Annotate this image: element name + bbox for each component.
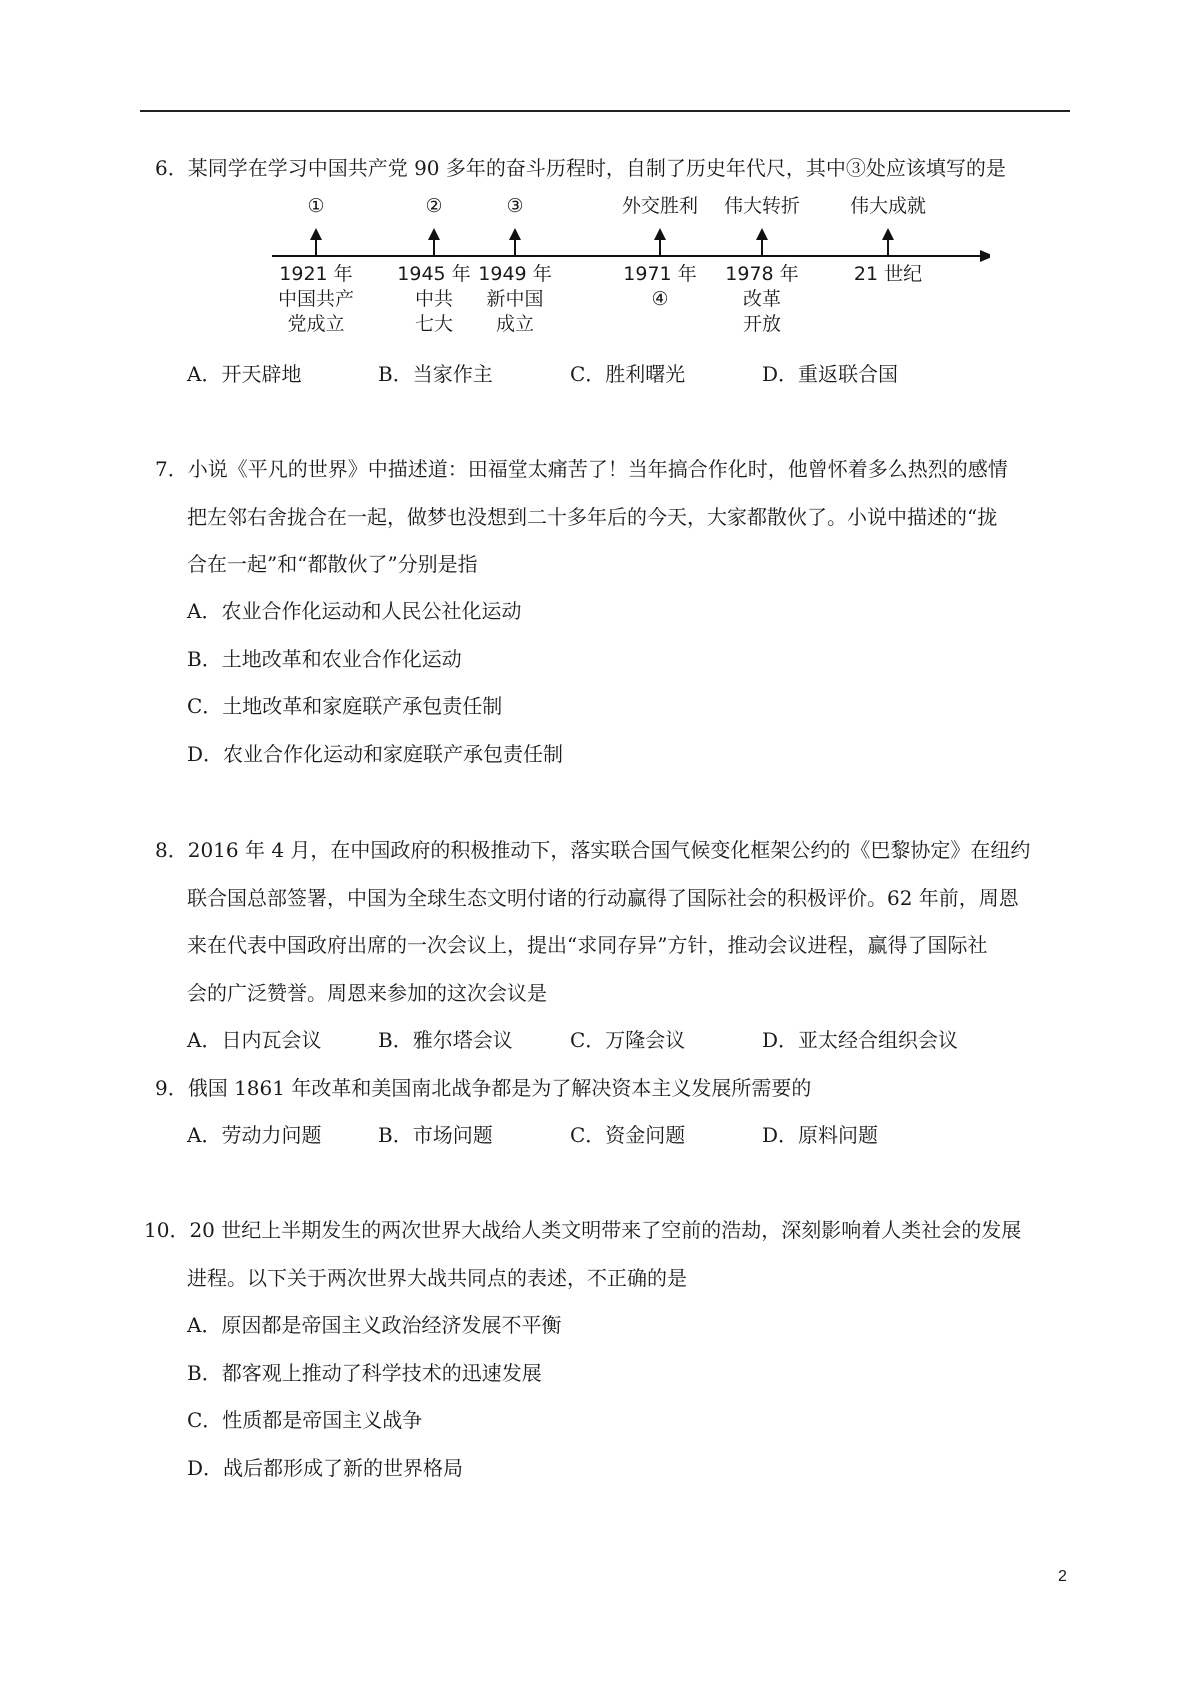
q10-option-c[interactable]: C．性质都是帝国主义战争 <box>187 1408 423 1432</box>
q9-option-c[interactable]: C．资金问题 <box>570 1123 686 1147</box>
q6-stem: 6．某同学在学习中国共产党 90 多年的奋斗历程时，自制了历史年代尺，其中③处应该填写的是 <box>155 156 1006 180</box>
q7-stem-line-3: 合在一起”和“都散伙了”分别是指 <box>187 552 478 576</box>
q7-option-c[interactable]: C．土地改革和家庭联产承包责任制 <box>187 694 503 718</box>
event-line2: 中国共产 <box>277 288 355 310</box>
timeline-event-6 <box>854 262 922 287</box>
q9-option-d[interactable]: D．原料问题 <box>762 1123 879 1147</box>
q6-option-c[interactable]: C．胜利曙光 <box>570 362 686 386</box>
q8-option-d[interactable]: D．亚太经合组织会议 <box>762 1028 959 1052</box>
q7-option-a[interactable]: A．农业合作化运动和人民公社化运动 <box>187 599 522 623</box>
timeline-top-label-6: 伟大成就 <box>849 195 927 217</box>
event-year: 1945 年 <box>397 263 471 285</box>
timeline-top-label-5: 伟大转折 <box>723 195 801 217</box>
event-year: 21 世纪 <box>853 263 923 285</box>
event-line2: 改革 <box>742 288 781 310</box>
event-line3: 开放 <box>742 313 781 335</box>
event-line3: 七大 <box>414 313 453 335</box>
q8-option-a[interactable]: A．日内瓦会议 <box>187 1028 322 1052</box>
q10-option-a[interactable]: A．原因都是帝国主义政治经济发展不平衡 <box>187 1313 562 1337</box>
timeline-event-1 <box>278 262 354 337</box>
q8-stem-line-1: 8．2016 年 4 月，在中国政府的积极推动下，落实联合国气候变化框架公约的《巴黎协定》在纽约 <box>155 838 1031 862</box>
event-line3: 成立 <box>495 313 534 335</box>
q8-stem-line-2: 联合国总部签署，中国为全球生态文明付诸的行动赢得了国际社会的积极评价。62 年前，周恩 <box>187 886 1019 910</box>
timeline-top-label-4: 外交胜利 <box>621 195 699 217</box>
q10-option-d[interactable]: D．战后都形成了新的世界格局 <box>187 1456 464 1480</box>
q9-option-a[interactable]: A．劳动力问题 <box>187 1123 322 1147</box>
q6-option-b[interactable]: B．当家作主 <box>378 362 493 386</box>
event-year: 1978 年 <box>725 263 799 285</box>
q10-option-b[interactable]: B．都客观上推动了科学技术的迅速发展 <box>187 1361 542 1385</box>
q9-stem: 9．俄国 1861 年改革和美国南北战争都是为了解决资本主义发展所需要的 <box>155 1076 812 1100</box>
q7-option-d[interactable]: D．农业合作化运动和家庭联产承包责任制 <box>187 742 564 766</box>
q8-stem-line-4: 会的广泛赞誉。周恩来参加的这次会议是 <box>187 981 547 1005</box>
event-line3: 党成立 <box>287 313 345 335</box>
q8-option-b[interactable]: B．雅尔塔会议 <box>378 1028 513 1052</box>
timeline-top-label-1: ① <box>307 195 325 217</box>
q7-option-b[interactable]: B．土地改革和农业合作化运动 <box>187 647 462 671</box>
event-year: 1949 年 <box>478 263 552 285</box>
event-line2: 中共 <box>414 288 453 310</box>
timeline-event-2 <box>397 262 470 337</box>
timeline-top-label-3: ③ <box>506 195 524 217</box>
q8-stem-line-3: 来在代表中国政府出席的一次会议上，提出“求同存异”方针，推动会议进程，赢得了国际社 <box>187 933 988 957</box>
event-line2: 新中国 <box>486 288 544 310</box>
q6-option-a[interactable]: A．开天辟地 <box>187 362 302 386</box>
q10-stem-line-2: 进程。以下关于两次世界大战共同点的表述，不正确的是 <box>187 1266 687 1290</box>
event-line2: ④ <box>651 288 669 310</box>
page-number: 2 <box>1058 1568 1067 1585</box>
q9-option-b[interactable]: B．市场问题 <box>378 1123 493 1147</box>
timeline-event-5 <box>725 262 798 337</box>
timeline-event-3 <box>478 262 551 337</box>
header-rule <box>140 110 1070 112</box>
q8-option-c[interactable]: C．万隆会议 <box>570 1028 686 1052</box>
q10-stem-line-1: 10．20 世纪上半期发生的两次世界大战给人类文明带来了空前的浩劫，深刻影响着人类社会的发展 <box>144 1218 1022 1242</box>
q7-stem-line-1: 7．小说《平凡的世界》中描述道：田福堂太痛苦了！当年搞合作化时，他曾怀着多么热烈的感情 <box>155 457 1008 481</box>
timeline-event-4 <box>623 262 696 312</box>
q6-option-d[interactable]: D．重返联合国 <box>762 362 899 386</box>
timeline-top-label-2: ② <box>425 195 443 217</box>
event-year: 1971 年 <box>623 263 697 285</box>
event-year: 1921 年 <box>279 263 353 285</box>
q7-stem-line-2: 把左邻右舍拢合在一起，做梦也没想到二十多年后的今天，大家都散伙了。小说中描述的“拢 <box>187 505 998 529</box>
q6-timeline <box>260 195 990 340</box>
